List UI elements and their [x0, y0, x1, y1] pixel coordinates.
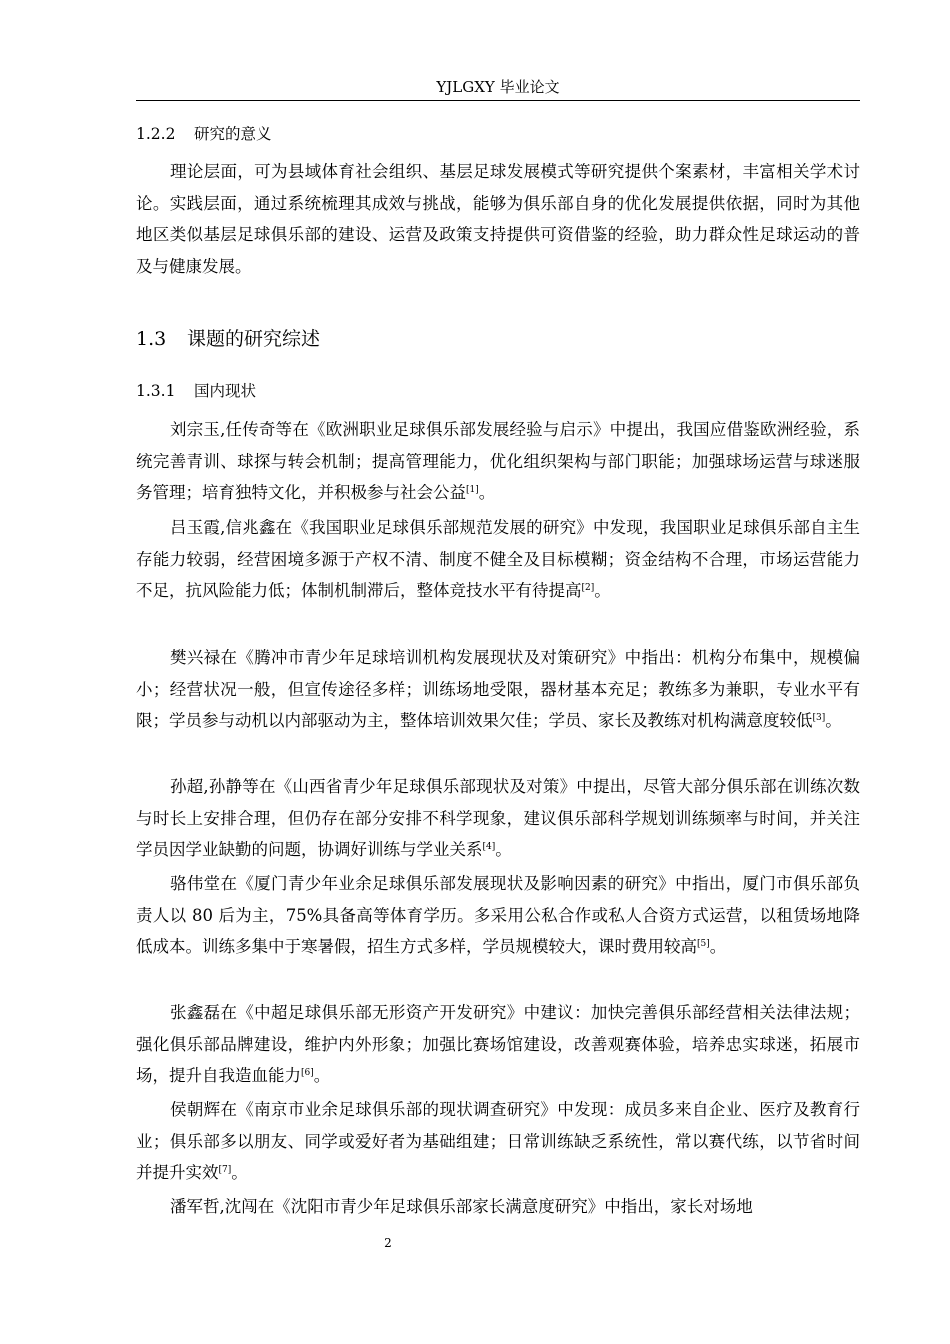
- section-title: 课题的研究综述: [187, 328, 321, 350]
- section-title: 国内现状: [194, 382, 257, 400]
- paragraph-significance: 理论层面，可为县域体育社会组织、基层足球发展模式等研究提供个案素材，丰富相关学术讨论。实践层面，通过系统梳理其成效与挑战，能够为俱乐部自身的优化发展提供依据，同时为其他地区类似基层足球俱乐部的建设、运营及政策支持提供可资借鉴的经验，助力群众性足球运动的普及与健康发展。: [136, 162, 860, 276]
- citation-ref: [3]: [812, 713, 826, 723]
- page-number: 2: [384, 1236, 392, 1250]
- section-heading-1-2-2: [136, 124, 272, 144]
- paragraph-review-5: 骆伟堂在《厦门青少年业余足球俱乐部发展现状及影响因素的研究》中指出，厦门市俱乐部负责人以 80 后为主，75%具备高等体育学历。多采用公私合作或私人合资方式运营，以租赁场地降低成本。训练多集中于寒暑假，招生方式多样，学员规模较大，课时费用较高[5]。: [136, 874, 860, 956]
- paragraph-review-8: 潘军哲,沈闯在《沈阳市青少年足球俱乐部家长满意度研究》中指出，家长对场地: [170, 1197, 753, 1216]
- section-number: 1.3.1: [136, 382, 176, 400]
- section-title: 研究的意义: [194, 125, 272, 143]
- section-heading-1-3: [136, 327, 320, 351]
- section-heading-1-3-1: [136, 381, 256, 401]
- paragraph-review-1: 刘宗玉,任传奇等在《欧洲职业足球俱乐部发展经验与启示》中提出，我国应借鉴欧洲经验，系统完善青训、球探与转会机制；提高管理能力，优化组织架构与部门职能；加强球场运营与球迷服务管理；培育独特文化，并积极参与社会公益[1]。: [136, 420, 860, 502]
- citation-ref: [7]: [218, 1165, 232, 1175]
- citation-ref: [1]: [466, 485, 479, 495]
- section-number: 1.3: [136, 328, 167, 350]
- citation-ref: [6]: [301, 1068, 314, 1078]
- running-header: YJLGXY 毕业论文: [436, 78, 560, 96]
- citation-ref: [5]: [697, 939, 710, 949]
- paragraph-review-6: 张鑫磊在《中超足球俱乐部无形资产开发研究》中建议：加快完善俱乐部经营相关法律法规；强化俱乐部品牌建设，维护内外形象；加强比赛场馆建设，改善观赛体验，培养忠实球迷，拓展市场，提升自我造血能力[6]。: [136, 1003, 860, 1085]
- paragraph-review-4: 孙超,孙静等在《山西省青少年足球俱乐部现状及对策》中提出，尽管大部分俱乐部在训练次数与时长上安排合理，但仍存在部分安排不科学现象，建议俱乐部科学规划训练频率与时间，并关注学员因学业缺勤的问题，协调好训练与学业关系[4]。: [136, 777, 860, 859]
- paragraph-review-2: 吕玉霞,信兆鑫在《我国职业足球俱乐部规范发展的研究》中发现，我国职业足球俱乐部自主生存能力较弱，经营困境多源于产权不清、制度不健全及目标模糊；资金结构不合理，市场运营能力不足，抗风险能力低；体制机制滞后，整体竞技水平有待提高[2]。: [136, 518, 860, 600]
- section-number: 1.2.2: [136, 125, 176, 143]
- header-divider: [136, 100, 860, 101]
- citation-ref: [4]: [482, 842, 496, 852]
- paragraph-review-7: 侯朝辉在《南京市业余足球俱乐部的现状调查研究》中发现：成员多来自企业、医疗及教育行业；俱乐部多以朋友、同学或爱好者为基础组建；日常训练缺乏系统性，常以赛代练，以节省时间并提升实效[7]。: [136, 1100, 860, 1182]
- citation-ref: [2]: [581, 583, 595, 593]
- paragraph-review-3: 樊兴禄在《腾冲市青少年足球培训机构发展现状及对策研究》中指出：机构分布集中，规模偏小；经营状况一般，但宣传途径多样；训练场地受限，器材基本充足；教练多为兼职，专业水平有限；学员参与动机以内部驱动为主，整体培训效果欠佳；学员、家长及教练对机构满意度较低[3]。: [136, 648, 860, 730]
